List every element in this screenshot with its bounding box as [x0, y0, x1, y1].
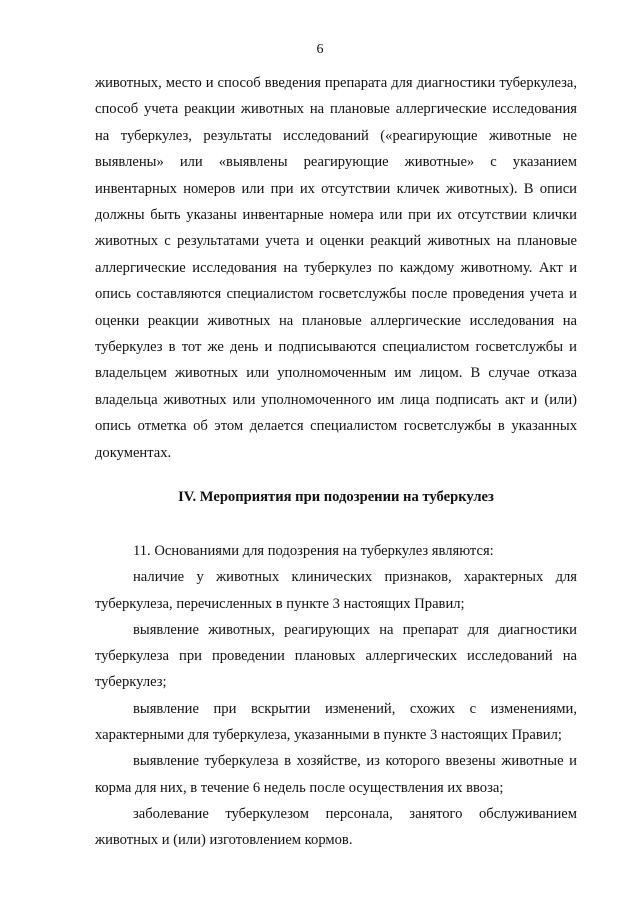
grounds-list [95, 538, 577, 854]
list-item: выявление туберкулеза в хозяйстве, из которого ввезены животные и корма для них, в течение 6 недель после осуществления их ввоза; [95, 753, 577, 796]
section-intro: 11. Основаниями для подозрения на туберкулез являются: [133, 543, 494, 559]
continuation-paragraph: животных, место и способ введения препарата для диагностики туберкулеза, способ учета реакции животных на плановые аллергические исследования на туберкулез, результаты исследований («реагирующие животные не выявлены» или «выявлены реагирующие животные» с указанием инвентарных номеров или при их отсутствии кличек животных). В описи должны быть указаны инвентарные номера или при их отсутствии клички животных с результатами учета и оценки реакций животных на плановые аллергические исследования на туберкулез по каждому животному. Акт и опись составляются специалистом госветслужбы после проведения учета и оценки реакции животных на плановые аллергические исследования на туберкулез в тот же день и подписываются специалистом госветслужбы и владельцем животных или уполномоченным им лицом. В случае отказа владельца животных или уполномоченного им лица подписать акт и (или) опись отметка об этом делается специалистом госветслужбы в указанных документах. [95, 75, 577, 461]
continuation-paragraph-block [95, 70, 577, 466]
list-item: наличие у животных клинических признаков, характерных для туберкулеза, перечисленных в пункте 3 настоящих Правил; [95, 569, 577, 612]
list-item: выявление при вскрытии изменений, схожих с изменениями, характерными для туберкулеза, указанными в пункте 3 настоящих Правил; [95, 700, 577, 744]
page-number: 6 [316, 42, 324, 57]
list-item: заболевание туберкулезом персонала, занятого обслуживанием животных и (или) изготовлением кормов. [95, 805, 577, 849]
list-item: выявление животных, реагирующих на препарат для диагностики туберкулеза при проведении плановых аллергических исследований на туберкулез; [95, 621, 577, 691]
section-heading: IV. Мероприятия при подозрении на туберкулез [178, 489, 494, 505]
